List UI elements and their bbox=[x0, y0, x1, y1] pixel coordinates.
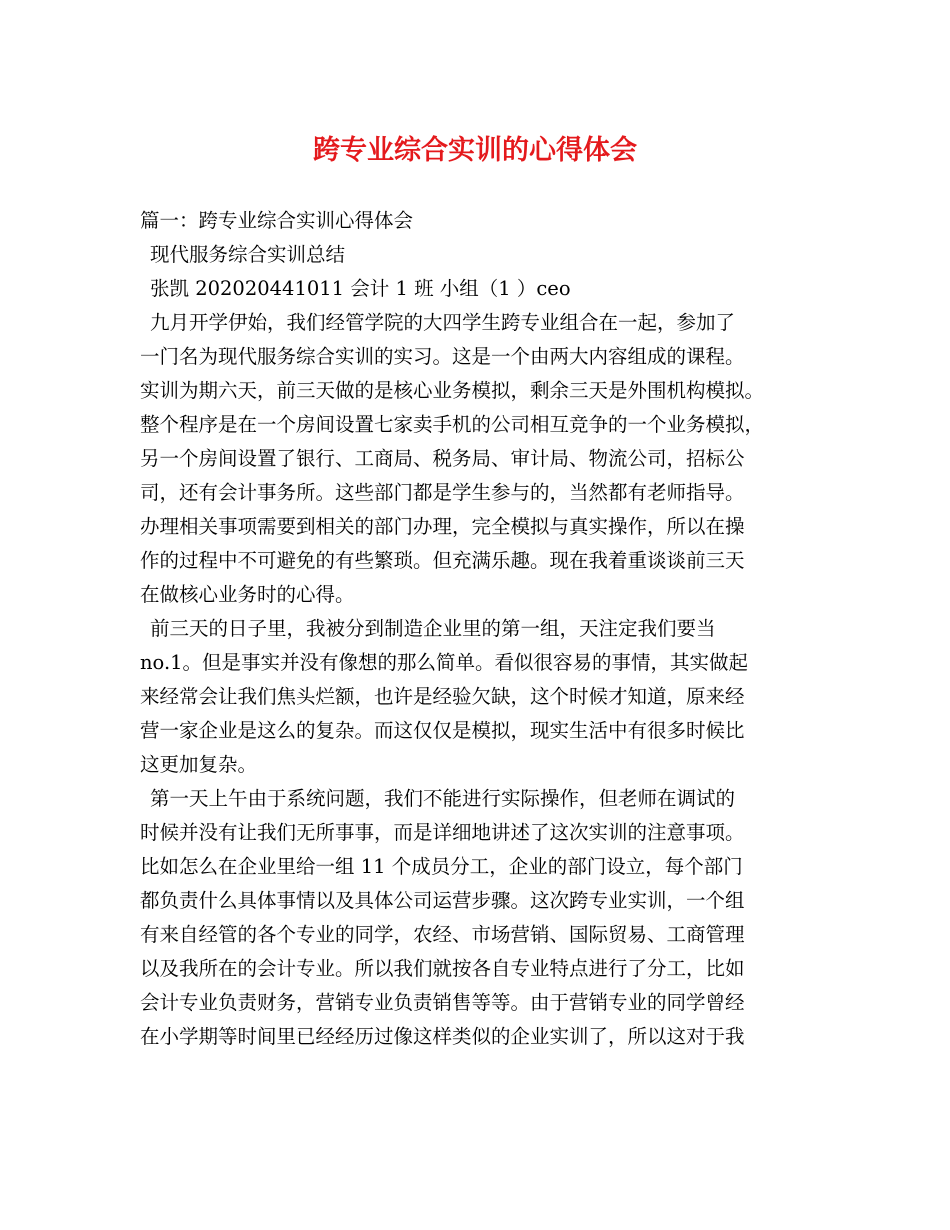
body-line: 办理相关事项需要到相关的部门办理，完全模拟与真实操作，所以在操 bbox=[140, 515, 745, 538]
body-line: 来经常会让我们焦头烂额，也许是经验欠缺，这个时候才知道，原来经 bbox=[140, 685, 745, 708]
body-line: 营一家企业是这么的复杂。而这仅仅是模拟，现实生活中有很多时候比 bbox=[140, 719, 745, 742]
body-line: 时候并没有让我们无所事事，而是详细地讲述了这次实训的注意事项。 bbox=[140, 821, 745, 844]
body-line: 在小学期等时间里已经经历过像这样类似的企业实训了，所以这对于我 bbox=[140, 1025, 745, 1048]
body-line: 现代服务综合实训总结 bbox=[150, 243, 346, 266]
body-line: 比如怎么在企业里给一组 11 个成员分工，企业的部门设立，每个部门 bbox=[140, 855, 743, 878]
body-line: 第一天上午由于系统问题，我们不能进行实际操作，但老师在调试的 bbox=[150, 787, 736, 810]
body-line: 这更加复杂。 bbox=[140, 753, 258, 776]
body-line: 九月开学伊始，我们经管学院的大四学生跨专业组合在一起，参加了 bbox=[150, 311, 736, 334]
body-line: 张凯 202020441011 会计 1 班 小组（1 ）ceo bbox=[150, 277, 571, 300]
body-line: 以及我所在的会计专业。所以我们就按各自专业特点进行了分工，比如 bbox=[140, 957, 745, 980]
document-body bbox=[140, 204, 830, 1054]
body-line: 会计专业负责财务，营销专业负责销售等等。由于营销专业的同学曾经 bbox=[140, 991, 745, 1014]
body-line: 在做核心业务时的心得。 bbox=[140, 583, 355, 606]
body-line: 前三天的日子里，我被分到制造企业里的第一组，天注定我们要当 bbox=[150, 617, 716, 640]
body-line: 一门名为现代服务综合实训的实习。这是一个由两大内容组成的课程。 bbox=[140, 345, 745, 368]
body-line: 整个程序是在一个房间设置七家卖手机的公司相互竞争的一个业务模拟， bbox=[140, 413, 765, 436]
body-line: 篇一：跨专业综合实训心得体会 bbox=[140, 209, 414, 232]
body-line: 实训为期六天，前三天做的是核心业务模拟，剩余三天是外围机构模拟。 bbox=[140, 379, 765, 402]
body-line: 司，还有会计事务所。这些部门都是学生参与的，当然都有老师指导。 bbox=[140, 481, 745, 504]
document-title: 跨专业综合实训的心得体会 bbox=[313, 135, 637, 166]
body-line: 都负责什么具体事情以及具体公司运营步骤。这次跨专业实训，一个组 bbox=[140, 889, 745, 912]
body-line: no.1。但是事实并没有像想的那么简单。看似很容易的事情，其实做起 bbox=[140, 651, 749, 674]
body-line: 作的过程中不可避免的有些繁琐。但充满乐趣。现在我着重谈谈前三天 bbox=[140, 549, 745, 572]
body-line: 有来自经管的各个专业的同学，农经、市场营销、国际贸易、工商管理 bbox=[140, 923, 745, 946]
body-line: 另一个房间设置了银行、工商局、税务局、审计局、物流公司，招标公 bbox=[140, 447, 745, 470]
